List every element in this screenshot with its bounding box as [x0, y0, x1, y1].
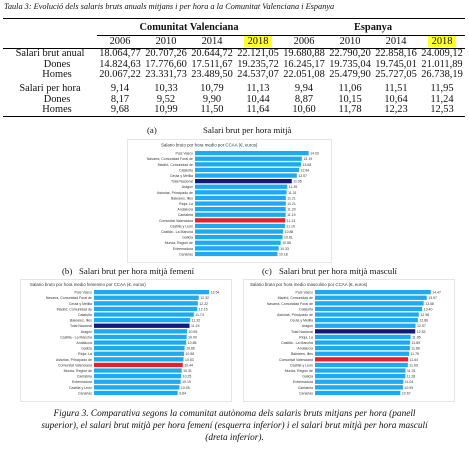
category-label: Canarias: [178, 252, 193, 257]
bar: [195, 201, 286, 205]
table-row: [3, 81, 465, 95]
value-label: 11.95: [293, 179, 302, 184]
table-cell: 9,52: [156, 93, 176, 105]
bar: [315, 324, 416, 328]
figure-caption: [0, 408, 469, 444]
bar: [94, 312, 194, 316]
bar: [94, 352, 184, 356]
category-label: Castilla y León: [170, 224, 193, 229]
category-label: Madrid, Comunidad de: [157, 162, 193, 167]
panel-b-title: Salari brut per hora mitjà femení: [79, 266, 195, 276]
bar: [315, 318, 418, 322]
panel-c-label: (c): [262, 266, 272, 276]
year-header-row: [3, 36, 465, 49]
category-label: Madrid, Comunidad de: [277, 296, 313, 301]
category-label: Extremadura: [71, 380, 92, 385]
category-label: Total Nacional: [171, 179, 193, 184]
bar: [94, 363, 183, 367]
value-label: 12.15: [198, 307, 208, 312]
bar: [195, 241, 281, 245]
year-header: 2006: [97, 36, 143, 49]
value-label: 11.21: [287, 196, 296, 201]
year-header: 2014: [189, 36, 235, 49]
bar: [195, 151, 309, 155]
value-label: 11.10: [286, 224, 295, 229]
value-label: 11.75: [410, 352, 419, 357]
table-cell: 22.858,16: [375, 48, 417, 59]
bar: [94, 296, 199, 300]
bar: [94, 380, 181, 384]
value-label: 11.19: [287, 213, 296, 218]
category-label: Ceuta y Melilla: [69, 301, 92, 306]
table-cell: 11,64: [235, 105, 281, 116]
value-label: 11.86: [411, 346, 420, 351]
year-highlight: 2018: [428, 36, 457, 47]
table-cell: 9,90: [202, 93, 222, 105]
empty-header-cell: [3, 19, 97, 37]
category-label: Asturias, Principado de: [277, 313, 313, 317]
row-label: Dones: [43, 93, 71, 105]
value-label: 11.28: [406, 374, 416, 379]
value-label: 10.33: [280, 246, 289, 251]
bar: [94, 391, 178, 395]
category-label: Total Nacional: [291, 329, 313, 334]
table-cell: 10,44: [246, 93, 270, 105]
table-cell: 11,50: [189, 105, 235, 116]
value-label: 11.39: [288, 185, 298, 190]
category-label: Cataluña: [77, 313, 92, 317]
group-label: Espanya: [281, 22, 465, 36]
table-cell: 19.745,01: [375, 58, 417, 70]
row-label: Dones: [43, 58, 71, 70]
category-label: Navarra, Comunidad Foral de: [45, 296, 92, 301]
bar: [94, 301, 198, 305]
category-label: Galicia: [81, 346, 92, 351]
value-label: 11.32: [191, 318, 201, 323]
bar: [195, 246, 279, 250]
value-label: 10.66: [186, 346, 195, 351]
bar: [195, 157, 302, 161]
value-label: 11.60: [409, 363, 418, 368]
value-label: 13.54: [210, 290, 220, 295]
value-label: 10.67: [401, 391, 411, 396]
category-label: Rioja, La: [179, 202, 193, 206]
value-label: 14.47: [432, 290, 442, 295]
bar: [315, 290, 431, 294]
bar: [195, 190, 287, 194]
category-label: País Vasco: [74, 290, 92, 295]
category-label: Rioja, La: [78, 352, 92, 357]
category-label: Cataluña: [178, 168, 193, 173]
table-cell: 20.067,22: [99, 69, 141, 80]
panel-b-label: (b): [62, 266, 73, 276]
table-cell: 24.537,07: [237, 69, 279, 80]
table-cell: 22.051,08: [283, 69, 325, 80]
bar: [94, 329, 187, 333]
figure-caption-line: superior), el salari brut mitjà per hora femení (esquerra inferior) i el salari brut mitjà per hora masculí: [41, 421, 428, 431]
value-label: 10.18: [278, 252, 288, 257]
year-header: 2010: [143, 36, 189, 49]
category-label: Castilla - La Mancha: [60, 335, 92, 340]
value-label: 10.44: [184, 363, 194, 368]
category-label: Canarias: [77, 391, 92, 396]
value-label: 9.84: [179, 391, 186, 396]
bar: [195, 185, 287, 189]
bar: [195, 252, 277, 256]
table-cell: 23.489,50: [191, 69, 233, 80]
table-row: [3, 105, 465, 116]
table-cell: 11,95: [430, 83, 454, 94]
table-caption: Taula 3: Evolució dels salaris bruts anuals mitjans i per hora a la Comunitat Valenciana i Espanya: [4, 2, 335, 11]
bar: [315, 385, 403, 389]
table-row: [3, 49, 465, 60]
bar: [94, 290, 209, 294]
table-cell: 17.776,60: [145, 58, 187, 70]
category-label: Navarra, Comunidad Foral de: [266, 301, 313, 306]
category-label: Murcia, Región de: [284, 369, 313, 373]
bar: [315, 335, 411, 339]
bar: [195, 196, 286, 200]
table-cell: 10,60: [281, 105, 327, 116]
table-cell: 25.479,90: [329, 69, 371, 80]
bar: [94, 346, 185, 350]
figure-caption-line: Figura 3. Comparativa segons la comunitat autònoma dels salaris bruts mitjans per hora (panell: [53, 409, 416, 419]
bar: [315, 374, 405, 378]
row-label: Salari brut anual: [15, 48, 85, 59]
value-label: 11.74: [195, 313, 204, 317]
table-cell: 18.064,77: [99, 48, 141, 59]
table-cell: 11,13: [246, 83, 270, 94]
category-label: Rioja, La: [299, 335, 313, 340]
category-label: Andalucía: [76, 341, 92, 345]
chart-salary-per-hour: [127, 139, 332, 263]
bar: [195, 224, 285, 228]
value-label: 11.64: [409, 357, 419, 362]
value-label: 12.57: [417, 324, 426, 329]
value-label: 14.03: [310, 151, 319, 156]
bar: [195, 218, 285, 222]
bar: [315, 301, 424, 305]
value-label: 11.04: [404, 380, 414, 385]
group-header-espanya: [281, 19, 465, 37]
table-cell: 10,99: [143, 105, 189, 116]
table-cell: 23.331,73: [145, 69, 187, 80]
empty-header-cell: [3, 36, 97, 49]
value-label: 12.22: [199, 301, 209, 306]
category-label: Navarra, Comunidad Foral de: [146, 157, 193, 162]
value-label: 13.97: [428, 296, 438, 301]
table-cell: 9,94: [294, 83, 314, 94]
category-label: País Vasco: [295, 290, 313, 295]
year-highlight: 2018: [244, 36, 273, 47]
chart-title: Salario bruto por hora medio masculino por CCAA (€, euros): [250, 282, 368, 287]
category-label: Galicia: [182, 235, 193, 240]
value-label: 10.90: [188, 335, 197, 340]
chart-title: Salario bruto por hora medio femenino por CCAA (€, euros): [30, 282, 146, 287]
table-cell: 8,17: [110, 93, 130, 105]
value-label: 13.58: [425, 301, 434, 306]
category-label: Galicia: [302, 374, 313, 379]
category-label: Madrid, Comunidad de: [56, 307, 92, 312]
bar: [94, 340, 186, 344]
table-cell: 19.235,72: [237, 58, 279, 70]
value-label: 10.58: [185, 352, 195, 357]
value-label: 11.13: [286, 218, 296, 223]
bar: [195, 179, 292, 183]
category-label: Asturias, Principado de: [56, 357, 92, 362]
year-header: 2006: [281, 36, 327, 49]
chart-male-salary-per-hour: [243, 279, 455, 402]
bar: [195, 207, 286, 211]
value-label: 10.99: [404, 385, 414, 390]
year-header: 2010: [327, 36, 373, 49]
table-cell: 17.511,67: [191, 58, 233, 70]
category-label: Murcia, Región de: [164, 241, 193, 246]
bar: [195, 235, 283, 239]
bar: [195, 168, 299, 172]
bar: [315, 352, 409, 356]
bar: [94, 324, 190, 328]
bar: [94, 335, 187, 339]
table-cell: 16.245,17: [283, 58, 325, 70]
category-label: Castilla - La Mancha: [281, 341, 313, 345]
bar: [94, 318, 190, 322]
bar: [94, 385, 179, 389]
category-label: Aragón: [80, 329, 92, 334]
category-label: País Vasco: [175, 151, 193, 156]
value-label: 12.86: [419, 318, 429, 323]
bar: [315, 357, 408, 361]
value-label: 11.31: [288, 190, 297, 195]
table-cell: 14.824,63: [99, 58, 141, 70]
value-label: 12.98: [420, 313, 430, 317]
category-label: Castilla y León: [290, 363, 313, 368]
table-cell: 19.680,88: [283, 48, 325, 59]
table-cell: 11,51: [384, 83, 408, 94]
category-label: Extremadura: [292, 380, 313, 385]
chart-female-salary-per-hour: [20, 279, 232, 402]
bar: [195, 213, 286, 217]
category-label: Total Nacional: [70, 324, 92, 329]
bar: [94, 357, 184, 361]
value-label: 11.24: [191, 324, 200, 329]
bar: [195, 162, 301, 166]
table-cell: 10,64: [384, 93, 408, 105]
value-label: 10.58: [282, 241, 291, 246]
panel-a-title: Salari brut per hora mitjà: [203, 125, 292, 135]
table-cell: 20.707,26: [145, 48, 187, 59]
value-label: 10.53: [185, 357, 194, 362]
category-label: Cantabria: [297, 385, 313, 390]
table-cell: 21.011,89: [421, 58, 463, 70]
bar: [315, 368, 405, 372]
value-label: 13.08: [302, 162, 312, 167]
bar: [315, 363, 408, 367]
table-cell: 9,68: [97, 105, 143, 116]
category-label: Baleares, Illes: [171, 196, 193, 201]
bar: [315, 312, 419, 316]
year-header: 2014: [373, 36, 419, 49]
panel-c-title: Salari brut per hora mitjà masculí: [279, 266, 397, 276]
year-header-highlighted: [235, 36, 281, 49]
bar: [315, 346, 410, 350]
category-label: Cantabria: [177, 213, 193, 218]
category-label: Asturias, Principado de: [157, 190, 193, 195]
table-cell: 12,53: [419, 105, 465, 116]
row-label: Salari per hora: [19, 83, 81, 94]
table-cell: 20.644,72: [191, 48, 233, 59]
figure-caption-line: (dreta inferior).: [205, 433, 264, 443]
category-label: Comunitat Valenciana: [58, 363, 92, 368]
bar: [315, 296, 427, 300]
group-label: Comunitat Valenciana: [97, 22, 281, 36]
bar: [195, 229, 283, 233]
table-cell: 26.738,19: [421, 69, 463, 80]
row-label: Homes: [42, 69, 72, 80]
bar: [315, 391, 400, 395]
category-label: Ceuta y Melilla: [170, 174, 193, 178]
bar: [94, 368, 182, 372]
group-header-comunitat-valenciana: [97, 19, 281, 37]
category-label: Andalucía: [177, 207, 193, 212]
category-label: Aragón: [301, 324, 313, 329]
category-label: Aragón: [181, 185, 193, 190]
row-label: Homes: [3, 105, 97, 116]
category-label: Baleares, Illes: [291, 352, 313, 357]
table-cell: 11,24: [430, 93, 454, 105]
category-label: Murcia, Región de: [63, 369, 92, 373]
value-label: 13.19: [303, 157, 313, 162]
category-label: Comunitat Valenciana: [279, 357, 313, 362]
group-header-row: [3, 19, 465, 37]
bar: [315, 380, 403, 384]
value-label: 10.81: [284, 235, 293, 240]
value-label: 11.89: [411, 341, 421, 345]
table-cell: 8,87: [294, 93, 314, 105]
bar: [94, 307, 197, 311]
bar: [195, 173, 297, 177]
bar: [94, 374, 181, 378]
table-cell: 10,79: [200, 83, 224, 94]
category-label: Andalucía: [297, 346, 313, 351]
value-label: 12.32: [200, 296, 209, 301]
value-label: 12.84: [300, 168, 310, 173]
table-cell: 19.735,04: [329, 58, 371, 70]
table-cell: 22.790,20: [329, 48, 371, 59]
category-label: Comunitat Valenciana: [159, 218, 193, 223]
value-label: 10.31: [183, 369, 192, 373]
bar: [315, 340, 410, 344]
value-label: 10.88: [284, 230, 294, 234]
category-label: Castilla y León: [69, 385, 92, 390]
category-label: Cantabria: [76, 374, 92, 379]
table-cell: 10,15: [338, 93, 362, 105]
category-label: Canarias: [298, 391, 313, 396]
chart-title: Salario bruto por hora medio por CCAA (€, euros): [161, 142, 258, 148]
table-row: [3, 70, 465, 81]
table-cell: 9,14: [110, 83, 130, 94]
value-label: 11.21: [287, 202, 296, 206]
table-cell: 11,06: [338, 83, 362, 94]
value-label: 13.40: [423, 307, 433, 312]
table-cell: 25.727,05: [375, 69, 417, 80]
value-label: 12.57: [298, 174, 308, 178]
value-label: 11.20: [287, 207, 296, 212]
value-label: 11.31: [406, 369, 416, 373]
year-header-highlighted: [419, 36, 465, 49]
bar: [315, 329, 415, 333]
value-label: 12.53: [416, 329, 426, 334]
value-label: 10.05: [180, 385, 190, 390]
category-label: Castilla - La Mancha: [161, 230, 193, 234]
category-label: Cataluña: [298, 307, 313, 312]
salary-table: [3, 18, 465, 117]
value-label: 10.85: [187, 341, 197, 345]
table-cell: 22.121,05: [237, 48, 279, 59]
value-label: 10.19: [182, 380, 191, 385]
value-label: 10.25: [182, 374, 192, 379]
table-cell: 12,23: [373, 105, 419, 116]
category-label: Extremadura: [172, 246, 193, 251]
category-label: Ceuta y Melilla: [290, 318, 313, 323]
table-cell: 11,78: [327, 105, 373, 116]
value-label: 10.95: [188, 329, 198, 334]
category-label: Baleares, Illes: [70, 318, 92, 323]
value-label: 11.95: [412, 335, 421, 340]
panel-a-label: (a): [147, 125, 157, 135]
table-cell: 24.009,12: [421, 48, 463, 59]
bar: [315, 307, 422, 311]
table-cell: 10,33: [154, 83, 178, 94]
